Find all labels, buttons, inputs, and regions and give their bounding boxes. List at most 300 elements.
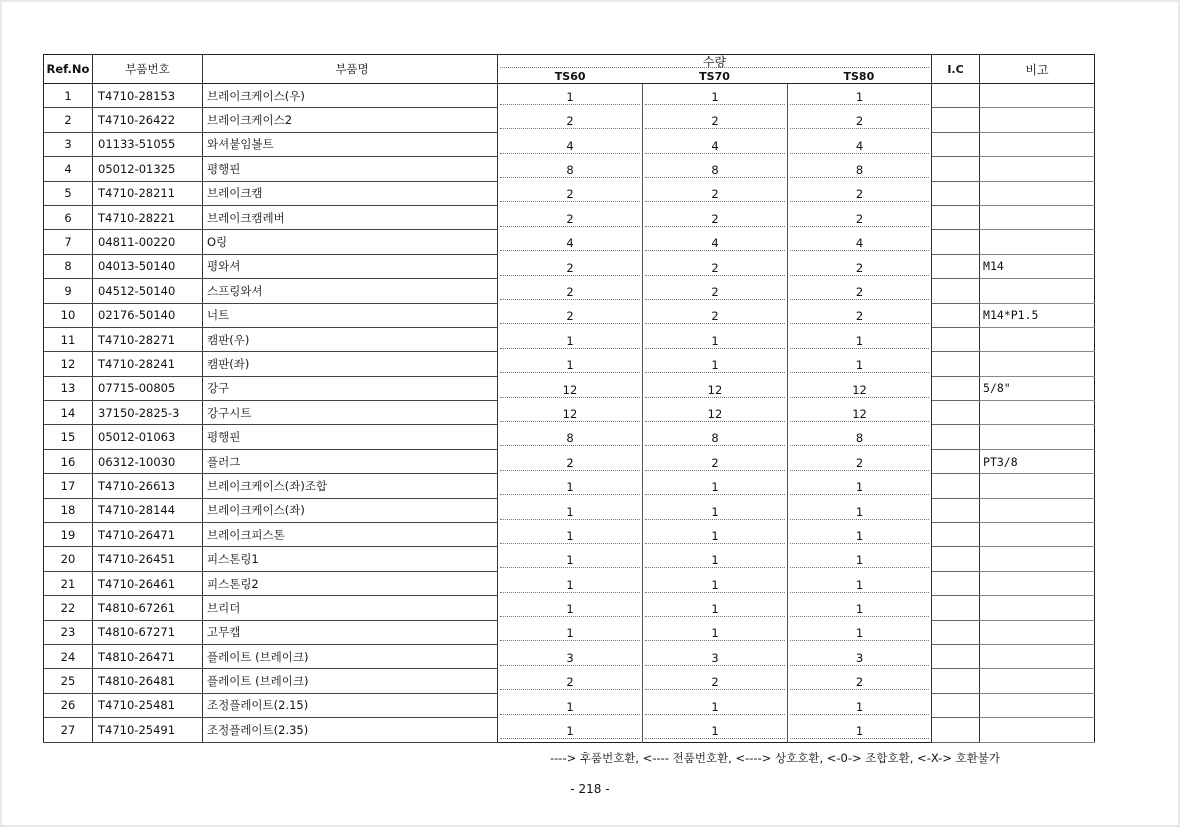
note-cell	[980, 279, 1095, 303]
table-row	[44, 108, 1095, 132]
note-cell: M14	[980, 254, 1095, 278]
qty-value: 1	[645, 627, 785, 641]
qty-value: 1	[645, 506, 785, 520]
qty-ts60-cell	[498, 571, 643, 595]
part-name-cell: 브레이크캠레버	[203, 205, 498, 229]
qty-ts60-cell	[498, 279, 643, 303]
qty-ts80-cell	[788, 157, 932, 181]
qty-value: 1	[790, 359, 929, 373]
qty-value: 1	[790, 91, 929, 105]
qty-value: 12	[790, 384, 929, 398]
note-cell	[980, 401, 1095, 425]
note-cell	[980, 620, 1095, 644]
qty-ts80-cell	[788, 376, 932, 400]
qty-value: 2	[500, 310, 640, 324]
qty-value: 2	[790, 188, 929, 202]
qty-ts70-cell	[643, 498, 788, 522]
ref-no-cell: 6	[44, 205, 93, 229]
qty-value: 2	[500, 213, 640, 227]
part-number-cell: T4710-26471	[93, 523, 203, 547]
header-quantity-models	[498, 71, 931, 83]
part-name-cell: 조정플레이트(2.35)	[203, 718, 498, 742]
header-ref-no: Ref.No	[44, 55, 93, 84]
part-number-cell: T4710-28153	[93, 84, 203, 108]
qty-value: 1	[645, 579, 785, 593]
table-row	[44, 644, 1095, 668]
ic-cell	[932, 84, 980, 108]
note-cell	[980, 352, 1095, 376]
note-cell	[980, 132, 1095, 156]
table-row	[44, 352, 1095, 376]
qty-value: 1	[500, 506, 640, 520]
qty-ts70-cell	[643, 279, 788, 303]
ic-cell	[932, 401, 980, 425]
qty-value: 1	[790, 603, 929, 617]
qty-ts60-cell	[498, 523, 643, 547]
table-row	[44, 718, 1095, 742]
qty-ts60-cell	[498, 327, 643, 351]
qty-value: 1	[645, 91, 785, 105]
part-name-cell: 브레이크케이스2	[203, 108, 498, 132]
part-number-cell: T4810-67271	[93, 620, 203, 644]
qty-value: 2	[645, 310, 785, 324]
qty-ts60-cell	[498, 254, 643, 278]
qty-ts80-cell	[788, 401, 932, 425]
part-name-cell: 강구시트	[203, 401, 498, 425]
qty-value: 1	[500, 701, 640, 715]
part-name-cell: 브레이크케이스(좌)조합	[203, 474, 498, 498]
part-number-cell: T4710-26451	[93, 547, 203, 571]
qty-ts70-cell	[643, 254, 788, 278]
table-row	[44, 401, 1095, 425]
qty-value: 2	[790, 115, 929, 129]
qty-ts80-cell	[788, 644, 932, 668]
part-number-cell: T4710-28241	[93, 352, 203, 376]
table-row	[44, 425, 1095, 449]
table-row	[44, 474, 1095, 498]
ref-no-cell: 26	[44, 693, 93, 717]
qty-value: 2	[645, 457, 785, 471]
qty-ts70-cell	[643, 449, 788, 473]
ic-cell	[932, 425, 980, 449]
qty-value: 2	[500, 262, 640, 276]
qty-ts70-cell	[643, 352, 788, 376]
part-name-cell: 캠판(좌)	[203, 352, 498, 376]
qty-value: 2	[790, 286, 929, 300]
header-model-ts80: TS80	[843, 70, 875, 83]
qty-ts60-cell	[498, 352, 643, 376]
qty-value: 12	[790, 408, 929, 422]
qty-value: 2	[645, 188, 785, 202]
qty-value: 2	[790, 310, 929, 324]
ic-cell	[932, 205, 980, 229]
qty-ts60-cell	[498, 547, 643, 571]
ic-cell	[932, 132, 980, 156]
note-cell	[980, 571, 1095, 595]
qty-value: 12	[645, 384, 785, 398]
qty-value: 8	[500, 432, 640, 446]
qty-ts80-cell	[788, 571, 932, 595]
table-row	[44, 279, 1095, 303]
ic-cell	[932, 376, 980, 400]
qty-ts80-cell	[788, 254, 932, 278]
part-name-cell: 너트	[203, 303, 498, 327]
qty-value: 2	[500, 188, 640, 202]
qty-ts80-cell	[788, 327, 932, 351]
ref-no-cell: 23	[44, 620, 93, 644]
qty-ts70-cell	[643, 157, 788, 181]
qty-ts80-cell	[788, 425, 932, 449]
header-ic: I.C	[932, 55, 980, 84]
part-name-cell: 브레이크캠	[203, 181, 498, 205]
qty-value: 1	[790, 701, 929, 715]
qty-ts70-cell	[643, 474, 788, 498]
qty-value: 1	[790, 506, 929, 520]
part-name-cell: 고무캡	[203, 620, 498, 644]
note-cell	[980, 157, 1095, 181]
part-number-cell: 04811-00220	[93, 230, 203, 254]
qty-ts70-cell	[643, 547, 788, 571]
part-number-cell: 05012-01063	[93, 425, 203, 449]
qty-value: 1	[790, 627, 929, 641]
qty-value: 1	[500, 359, 640, 373]
qty-value: 2	[790, 457, 929, 471]
ic-cell	[932, 327, 980, 351]
part-name-cell: 피스톤링1	[203, 547, 498, 571]
qty-value: 2	[500, 115, 640, 129]
part-number-cell: T4710-25491	[93, 718, 203, 742]
ic-cell	[932, 352, 980, 376]
qty-ts80-cell	[788, 596, 932, 620]
note-cell	[980, 693, 1095, 717]
qty-value: 1	[500, 530, 640, 544]
table-row	[44, 376, 1095, 400]
qty-value: 2	[645, 213, 785, 227]
part-number-cell: T4710-25481	[93, 693, 203, 717]
qty-ts70-cell	[643, 425, 788, 449]
qty-ts60-cell	[498, 401, 643, 425]
qty-ts70-cell	[643, 376, 788, 400]
ic-cell	[932, 547, 980, 571]
table-row	[44, 254, 1095, 278]
qty-ts80-cell	[788, 132, 932, 156]
ic-cell	[932, 523, 980, 547]
compatibility-legend: ----> 후품번호환, <---- 전품번호환, <----> 상호호환, <-0-> 조합호환, <-X-> 호환불가	[550, 751, 1001, 765]
table-row	[44, 132, 1095, 156]
note-cell	[980, 205, 1095, 229]
qty-value: 12	[645, 408, 785, 422]
ic-cell	[932, 181, 980, 205]
qty-ts70-cell	[643, 327, 788, 351]
part-number-cell: 04013-50140	[93, 254, 203, 278]
part-name-cell: 와셔붙임볼트	[203, 132, 498, 156]
qty-ts80-cell	[788, 498, 932, 522]
qty-ts70-cell	[643, 693, 788, 717]
qty-ts80-cell	[788, 693, 932, 717]
parts-table-body	[44, 84, 1095, 743]
qty-ts80-cell	[788, 620, 932, 644]
ic-cell	[932, 449, 980, 473]
qty-ts60-cell	[498, 596, 643, 620]
qty-ts80-cell	[788, 108, 932, 132]
qty-ts60-cell	[498, 620, 643, 644]
table-row	[44, 205, 1095, 229]
part-name-cell: 플레이트 (브레이크)	[203, 644, 498, 668]
qty-ts60-cell	[498, 108, 643, 132]
qty-ts70-cell	[643, 303, 788, 327]
note-cell: PT3/8	[980, 449, 1095, 473]
ic-cell	[932, 474, 980, 498]
qty-ts70-cell	[643, 620, 788, 644]
qty-value: 4	[645, 140, 785, 154]
qty-value: 4	[500, 140, 640, 154]
qty-value: 1	[645, 725, 785, 739]
part-name-cell: 평행핀	[203, 425, 498, 449]
qty-value: 1	[790, 725, 929, 739]
part-number-cell: 37150-2825-3	[93, 401, 203, 425]
qty-ts80-cell	[788, 669, 932, 693]
qty-value: 1	[645, 359, 785, 373]
part-name-cell: 브레이크케이스(우)	[203, 84, 498, 108]
qty-value: 4	[500, 237, 640, 251]
qty-ts80-cell	[788, 303, 932, 327]
ref-no-cell: 1	[44, 84, 93, 108]
qty-ts80-cell	[788, 523, 932, 547]
part-number-cell: T4810-67261	[93, 596, 203, 620]
part-name-cell: 브리더	[203, 596, 498, 620]
ref-no-cell: 27	[44, 718, 93, 742]
qty-ts70-cell	[643, 132, 788, 156]
qty-value: 2	[645, 115, 785, 129]
ic-cell	[932, 279, 980, 303]
ic-cell	[932, 254, 980, 278]
qty-value: 3	[645, 652, 785, 666]
note-cell	[980, 425, 1095, 449]
qty-value: 2	[500, 457, 640, 471]
qty-ts70-cell	[643, 205, 788, 229]
header-model-ts60: TS60	[554, 70, 586, 83]
note-cell	[980, 327, 1095, 351]
qty-value: 8	[645, 164, 785, 178]
qty-value: 1	[645, 701, 785, 715]
qty-ts80-cell	[788, 230, 932, 254]
qty-ts80-cell	[788, 84, 932, 108]
part-number-cell: T4810-26481	[93, 669, 203, 693]
qty-value: 8	[500, 164, 640, 178]
part-number-cell: 06312-10030	[93, 449, 203, 473]
ref-no-cell: 21	[44, 571, 93, 595]
note-cell	[980, 547, 1095, 571]
part-name-cell: 피스톤링2	[203, 571, 498, 595]
qty-ts70-cell	[643, 571, 788, 595]
ic-cell	[932, 303, 980, 327]
qty-value: 2	[500, 676, 640, 690]
table-row	[44, 523, 1095, 547]
part-name-cell: O링	[203, 230, 498, 254]
qty-ts60-cell	[498, 157, 643, 181]
ic-cell	[932, 596, 980, 620]
part-name-cell: 캠판(우)	[203, 327, 498, 351]
ic-cell	[932, 157, 980, 181]
qty-ts70-cell	[643, 718, 788, 742]
note-cell	[980, 718, 1095, 742]
part-number-cell: T4710-28144	[93, 498, 203, 522]
ref-no-cell: 17	[44, 474, 93, 498]
ic-cell	[932, 620, 980, 644]
qty-ts80-cell	[788, 547, 932, 571]
ic-cell	[932, 108, 980, 132]
ref-no-cell: 19	[44, 523, 93, 547]
part-number-cell: 04512-50140	[93, 279, 203, 303]
qty-value: 1	[500, 627, 640, 641]
part-name-cell: 브레이크피스톤	[203, 523, 498, 547]
header-part-name: 부품명	[203, 55, 498, 84]
qty-ts60-cell	[498, 718, 643, 742]
qty-ts70-cell	[643, 596, 788, 620]
qty-value: 1	[645, 335, 785, 349]
part-number-cell: T4710-26613	[93, 474, 203, 498]
ref-no-cell: 9	[44, 279, 93, 303]
ref-no-cell: 25	[44, 669, 93, 693]
qty-ts70-cell	[643, 108, 788, 132]
qty-ts60-cell	[498, 84, 643, 108]
qty-value: 1	[790, 530, 929, 544]
part-number-cell: T4710-28221	[93, 205, 203, 229]
qty-ts60-cell	[498, 205, 643, 229]
table-row	[44, 157, 1095, 181]
qty-value: 1	[645, 481, 785, 495]
qty-value: 1	[645, 554, 785, 568]
header-quantity	[498, 55, 932, 84]
table-row	[44, 669, 1095, 693]
qty-value: 4	[790, 237, 929, 251]
qty-value: 12	[500, 384, 640, 398]
ref-no-cell: 18	[44, 498, 93, 522]
ref-no-cell: 11	[44, 327, 93, 351]
part-number-cell: 05012-01325	[93, 157, 203, 181]
ref-no-cell: 16	[44, 449, 93, 473]
ic-cell	[932, 644, 980, 668]
qty-ts60-cell	[498, 181, 643, 205]
qty-ts60-cell	[498, 449, 643, 473]
note-cell	[980, 474, 1095, 498]
qty-value: 1	[645, 530, 785, 544]
ref-no-cell: 14	[44, 401, 93, 425]
ic-cell	[932, 718, 980, 742]
qty-ts70-cell	[643, 523, 788, 547]
qty-ts60-cell	[498, 376, 643, 400]
note-cell	[980, 84, 1095, 108]
table-row	[44, 596, 1095, 620]
qty-value: 1	[790, 579, 929, 593]
part-number-cell: T4710-28271	[93, 327, 203, 351]
qty-value: 1	[500, 725, 640, 739]
qty-ts60-cell	[498, 498, 643, 522]
qty-ts70-cell	[643, 669, 788, 693]
qty-value: 2	[645, 676, 785, 690]
parts-table	[43, 54, 1095, 743]
table-row	[44, 498, 1095, 522]
note-cell	[980, 669, 1095, 693]
ic-cell	[932, 571, 980, 595]
qty-value: 4	[790, 140, 929, 154]
part-name-cell: 조정플레이트(2.15)	[203, 693, 498, 717]
ref-no-cell: 20	[44, 547, 93, 571]
note-cell	[980, 596, 1095, 620]
part-number-cell: 01133-51055	[93, 132, 203, 156]
qty-value: 3	[790, 652, 929, 666]
qty-value: 1	[500, 481, 640, 495]
part-number-cell: 02176-50140	[93, 303, 203, 327]
qty-value: 8	[790, 432, 929, 446]
qty-ts70-cell	[643, 401, 788, 425]
qty-value: 1	[790, 481, 929, 495]
note-cell	[980, 498, 1095, 522]
table-row	[44, 303, 1095, 327]
table-row	[44, 181, 1095, 205]
qty-ts60-cell	[498, 425, 643, 449]
header-model-ts70: TS70	[699, 70, 730, 83]
ref-no-cell: 4	[44, 157, 93, 181]
ref-no-cell: 15	[44, 425, 93, 449]
qty-ts80-cell	[788, 718, 932, 742]
qty-ts60-cell	[498, 230, 643, 254]
qty-value: 1	[500, 554, 640, 568]
ref-no-cell: 2	[44, 108, 93, 132]
qty-value: 3	[500, 652, 640, 666]
qty-value: 8	[645, 432, 785, 446]
qty-ts70-cell	[643, 230, 788, 254]
header-row	[44, 55, 1095, 84]
ref-no-cell: 7	[44, 230, 93, 254]
ref-no-cell: 5	[44, 181, 93, 205]
qty-ts70-cell	[643, 644, 788, 668]
qty-value: 4	[645, 237, 785, 251]
table-row	[44, 571, 1095, 595]
qty-value: 2	[790, 213, 929, 227]
ic-cell	[932, 693, 980, 717]
table-row	[44, 547, 1095, 571]
part-number-cell: T4710-26422	[93, 108, 203, 132]
part-name-cell: 플러그	[203, 449, 498, 473]
qty-ts80-cell	[788, 449, 932, 473]
note-cell	[980, 644, 1095, 668]
ref-no-cell: 13	[44, 376, 93, 400]
qty-ts80-cell	[788, 205, 932, 229]
ref-no-cell: 24	[44, 644, 93, 668]
note-cell	[980, 230, 1095, 254]
ref-no-cell: 3	[44, 132, 93, 156]
ref-no-cell: 12	[44, 352, 93, 376]
qty-value: 2	[645, 262, 785, 276]
qty-ts70-cell	[643, 84, 788, 108]
ref-no-cell: 8	[44, 254, 93, 278]
header-quantity-divider	[500, 67, 929, 68]
part-number-cell: 07715-00805	[93, 376, 203, 400]
header-note: 비고	[980, 55, 1095, 84]
ic-cell	[932, 669, 980, 693]
note-cell: M14*P1.5	[980, 303, 1095, 327]
part-number-cell: T4710-26461	[93, 571, 203, 595]
qty-ts60-cell	[498, 693, 643, 717]
ref-no-cell: 10	[44, 303, 93, 327]
part-name-cell: 강구	[203, 376, 498, 400]
part-number-cell: T4710-28211	[93, 181, 203, 205]
table-row	[44, 84, 1095, 108]
qty-value: 2	[500, 286, 640, 300]
qty-ts60-cell	[498, 474, 643, 498]
qty-value: 1	[790, 554, 929, 568]
